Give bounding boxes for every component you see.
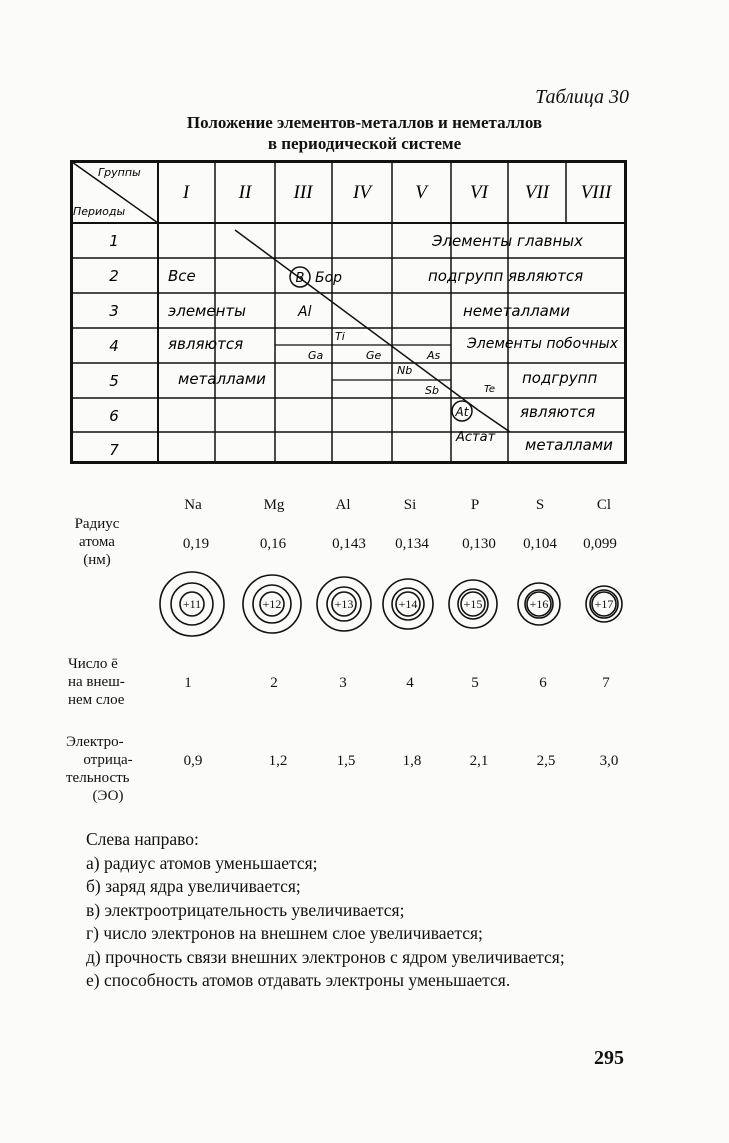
symbol-al: Al <box>335 497 351 513</box>
charge-p: +15 <box>463 597 483 611</box>
atom-diagrams <box>150 570 630 640</box>
radius-cl: 0,099 <box>583 536 617 552</box>
radius-s: 0,104 <box>523 536 557 552</box>
group-II: II <box>238 182 252 203</box>
en-na: 0,9 <box>183 753 203 769</box>
symbol-s: S <box>535 497 545 513</box>
electronegativity-label: Электро- отрица- тельность (ЭО) <box>66 734 133 804</box>
periodic-table <box>70 160 630 466</box>
symbol-si: Si <box>403 497 417 513</box>
corner-groups-label: Группы <box>98 166 141 179</box>
group-IV: IV <box>353 182 371 203</box>
period-7: 7 <box>109 441 119 459</box>
group-V: V <box>415 182 427 203</box>
period-6: 6 <box>109 407 119 425</box>
electrons-s: 6 <box>539 675 547 691</box>
element-b-name: Бор <box>315 270 343 286</box>
period-1: 1 <box>109 232 119 250</box>
element-ga: Ga <box>308 349 324 362</box>
metals-text-3: являются <box>168 335 244 353</box>
group-VII: VII <box>524 182 550 203</box>
element-as: As <box>427 349 441 362</box>
element-at: At <box>455 405 469 419</box>
element-ge: Ge <box>366 349 382 362</box>
charge-s: +16 <box>529 597 549 611</box>
nonmetals-text-1: Элементы главных <box>432 232 584 250</box>
metals-text-1: Все <box>168 267 196 285</box>
group-VIII: VIII <box>580 182 612 203</box>
table-title-line1: Положение элементов-металлов и неметаллов <box>186 113 543 132</box>
symbol-na: Na <box>184 497 202 513</box>
conclusion-b: б) заряд ядра увеличивается; <box>86 876 301 896</box>
conclusion-f: е) способность атомов отдавать электроны уменьшается. <box>86 970 511 990</box>
element-sb: Sb <box>425 384 439 397</box>
radius-si: 0,134 <box>395 536 429 552</box>
charge-mg: +12 <box>262 597 282 611</box>
element-nb: Nb <box>397 364 413 377</box>
radius-mg: 0,16 <box>259 536 287 552</box>
en-s: 2,5 <box>536 753 556 769</box>
period-3: 3 <box>109 302 119 320</box>
page-number: 295 <box>594 1047 624 1069</box>
element-ti: Ti <box>335 330 345 343</box>
element-te: Te <box>484 384 496 395</box>
symbol-p: P <box>470 497 480 513</box>
electrons-p: 5 <box>471 675 479 691</box>
radius-al: 0,143 <box>332 536 366 552</box>
electrons-cl: 7 <box>602 675 610 691</box>
symbol-cl: Cl <box>596 497 612 513</box>
en-p: 2,1 <box>469 753 489 769</box>
electrons-al: 3 <box>339 675 347 691</box>
electrons-si: 4 <box>406 675 414 691</box>
nonmetals-text-3: неметаллами <box>463 302 570 320</box>
side-groups-text-1: Элементы побочных <box>467 336 619 352</box>
conclusion-c: в) электроотрицательность увеличивается; <box>86 899 405 920</box>
metals-text-4: металлами <box>178 370 266 388</box>
radius-label: Радиус атома (нм) <box>74 516 120 568</box>
en-mg: 1,2 <box>268 753 288 769</box>
period-4: 4 <box>109 337 119 355</box>
conclusion-e: д) прочность связи внешних электронов с ядром увеличивается; <box>86 946 565 967</box>
electrons-na: 1 <box>184 675 192 691</box>
conclusions <box>86 828 631 993</box>
side-groups-text-2: подгрупп <box>522 369 598 387</box>
charge-cl: +17 <box>594 597 614 611</box>
group-VI: VI <box>470 182 488 203</box>
en-si: 1,8 <box>402 753 422 769</box>
group-I: I <box>182 182 190 203</box>
element-at-name: Астат <box>456 430 496 445</box>
nonmetals-text-2: подгрупп являются <box>428 267 584 285</box>
period-2: 2 <box>109 267 119 285</box>
element-al: Al <box>298 304 312 320</box>
conclusion-a: а) радиус атомов уменьшается; <box>86 852 318 873</box>
symbol-mg: Mg <box>263 497 285 513</box>
charge-na: +11 <box>182 597 202 611</box>
radius-p: 0,130 <box>462 536 496 552</box>
corner-periods-label: Периоды <box>73 205 126 218</box>
period-5: 5 <box>109 372 119 390</box>
side-groups-text-3: являются <box>520 403 596 421</box>
table-title-line2: в периодической системе <box>267 134 462 153</box>
en-al: 1,5 <box>336 753 356 769</box>
charge-al: +13 <box>334 597 354 611</box>
radius-na: 0,19 <box>182 536 210 552</box>
table-label: Таблица 30 <box>535 86 629 108</box>
side-groups-text-4: металлами <box>525 436 613 454</box>
en-cl: 3,0 <box>599 753 619 769</box>
element-b: B <box>295 271 305 286</box>
charge-si: +14 <box>398 597 418 611</box>
outer-electrons-label: Число ē на внеш- нем слое <box>68 656 125 708</box>
group-III: III <box>293 182 313 203</box>
conclusion-d: г) число электронов на внешнем слое увеличивается; <box>86 923 483 943</box>
metals-text-2: элементы <box>168 302 246 320</box>
electrons-mg: 2 <box>270 675 278 691</box>
conclusions-heading: Слева направо: <box>86 829 199 849</box>
